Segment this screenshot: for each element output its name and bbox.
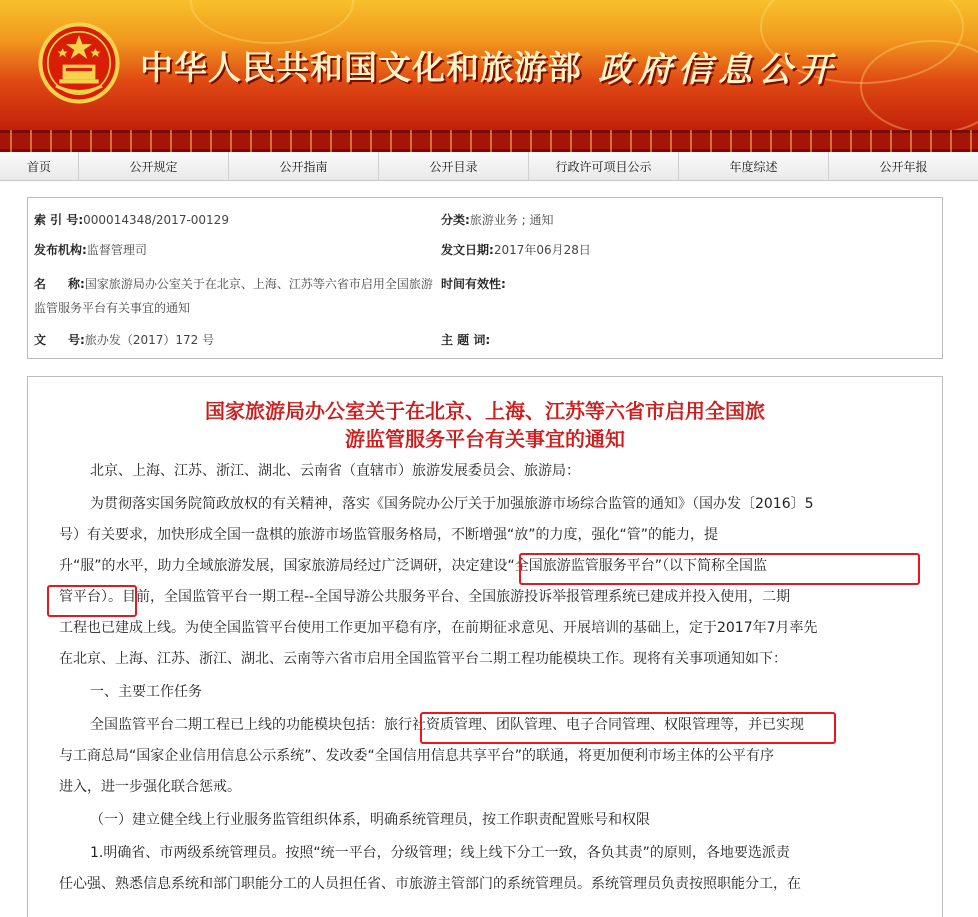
site-banner <box>0 0 978 130</box>
national-emblem-icon <box>38 22 120 104</box>
nav-disclosure-guide[interactable]: 公开指南 <box>229 152 379 180</box>
nav-disclosure-catalog[interactable]: 公开目录 <box>379 152 529 180</box>
cloud-ornament <box>190 0 354 44</box>
paragraph-line: 升“服”的水平，助力全域旅游发展，国家旅游局经过广泛调研，决定建设“全国旅游监管服务平台”（以下简称全国监 <box>59 558 768 574</box>
issuing-agency: 发布机构:监督管理司 <box>34 243 147 257</box>
document-number: 文 号:旅办发（2017）172 号 <box>34 333 215 347</box>
recipient-line: 北京、上海、江苏、浙江、湖北、云南省（直辖市）旅游发展委员会、旅游局： <box>90 463 580 479</box>
nav-admin-licensing[interactable]: 行政许可项目公示 <box>529 152 679 180</box>
subject-words-label: 主 题 词: <box>441 333 491 347</box>
paragraph-line: 进入，进一步强化联合惩戒。 <box>59 779 241 795</box>
nav-annual-overview[interactable]: 年度综述 <box>679 152 829 180</box>
section-heading: 一、主要工作任务 <box>90 684 202 700</box>
issue-date: 发文日期:2017年06月28日 <box>441 243 591 257</box>
main-nav <box>0 152 978 181</box>
nav-home[interactable]: 首页 <box>0 152 79 180</box>
index-number: 索 引 号:000014348/2017-00129 <box>34 213 229 227</box>
document-title: 国家旅游局办公室关于在北京、上海、江苏等六省市启用全国旅 游监管服务平台有关事宜的通知 <box>205 399 765 451</box>
nav-disclosure-rules[interactable]: 公开规定 <box>79 152 229 180</box>
document-metadata <box>27 197 943 359</box>
banner-subtitle: 政府信息公开 <box>598 50 838 90</box>
category: 分类:旅游业务 ; 通知 <box>441 213 554 227</box>
document-body <box>27 376 943 917</box>
paragraph-line: 全国监管平台二期工程已上线的功能模块包括：旅行社资质管理、团队管理、电子合同管理、权限管理等，并已实现 <box>90 717 804 733</box>
validity-label: 时间有效性: <box>441 277 506 291</box>
paragraph-line: 为贯彻落实国务院简政放权的有关精神，落实《国务院办公厅关于加强旅游市场综合监管的通知》（国办发〔2016〕5 <box>90 496 814 512</box>
paragraph-line: 号）有关要求，加快形成全国一盘棋的旅游市场监管服务格局，不断增强“放”的力度，强化“管”的能力，提 <box>59 527 719 543</box>
paragraph-line: 与工商总局“国家企业信用信息公示系统”、发改委“全国信用信息共享平台”的联通，将更加便利市场主体的公平有序 <box>59 748 775 764</box>
paragraph-line: 管平台）。目前，全国监管平台一期工程--全国导游公共服务平台、全国旅游投诉举报管理系统已建成并投入使用，二期 <box>59 589 791 605</box>
decorative-pattern-band <box>0 130 978 152</box>
document-name-continued: 监管服务平台有关事宜的通知 <box>34 301 191 315</box>
document-name: 名 称:国家旅游局办公室关于在北京、上海、江苏等六省市启用全国旅游 <box>34 277 433 291</box>
paragraph-line: 任心强、熟悉信息系统和部门职能分工的人员担任省、市旅游主管部门的系统管理员。系统管理员负责按照职能分工，在 <box>59 876 801 892</box>
paragraph-line: 在北京、上海、江苏、浙江、湖北、云南等六省市启用全国监管平台二期工程功能模块工作。现将有关事项通知如下： <box>59 651 787 667</box>
banner-title: 中华人民共和国文化和旅游部 <box>140 48 582 87</box>
paragraph-line: 1.明确省、市两级系统管理员。按照“统一平台，分级管理；线上线下分工一致，各负其责”的原则，各地要选派责 <box>90 845 790 861</box>
subsection-heading: （一）建立健全线上行业服务监管组织体系，明确系统管理员，按工作职责配置账号和权限 <box>90 812 650 828</box>
nav-annual-report[interactable]: 公开年报 <box>879 159 928 174</box>
paragraph-line: 工程也已建成上线。为使全国监管平台使用工作更加平稳有序，在前期征求意见、开展培训的基础上，定于2017年7月率先 <box>59 620 818 636</box>
